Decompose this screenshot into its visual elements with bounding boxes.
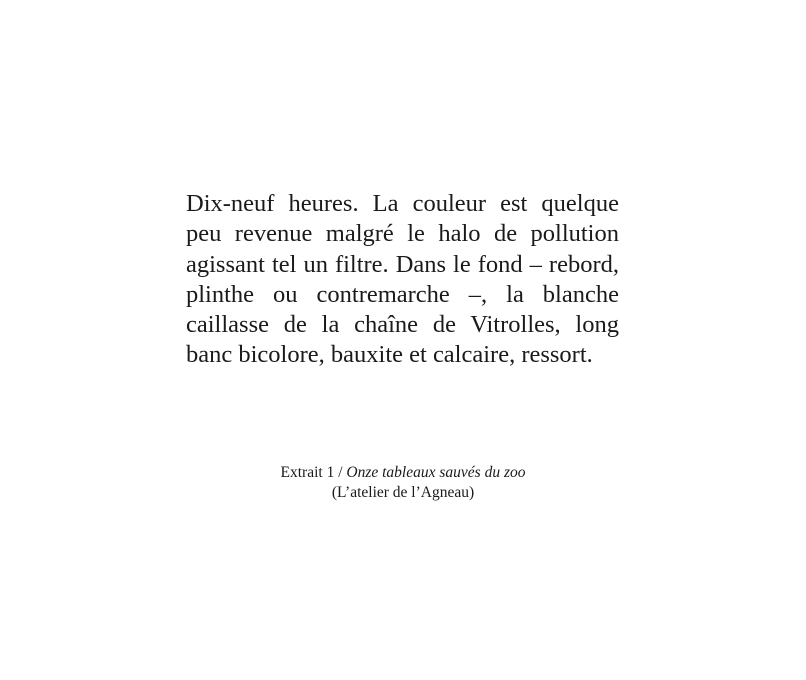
extract-label: Extrait 1 / <box>280 464 347 481</box>
work-title: Onze tableaux sauvés du zoo <box>346 464 526 481</box>
excerpt-line: agissant tel un filtre. Dans le fond – rebord, <box>186 250 619 278</box>
excerpt-line: Dix-neuf heures. La couleur est quelque <box>186 190 619 217</box>
excerpt-line: banc bicolore, bauxite et calcaire, ressort. <box>186 341 593 369</box>
source-citation <box>0 463 806 503</box>
excerpt-line: peu revenue malgré le halo de pollution <box>186 220 619 248</box>
publisher: (L’atelier de l’Agneau) <box>331 484 475 501</box>
excerpt-line: plinthe ou contremarche –, la blanche <box>186 280 619 308</box>
excerpt-line: caillasse de la chaîne de Vitrolles, long <box>186 311 619 339</box>
excerpt-text <box>186 189 619 371</box>
citation-line <box>0 463 806 483</box>
